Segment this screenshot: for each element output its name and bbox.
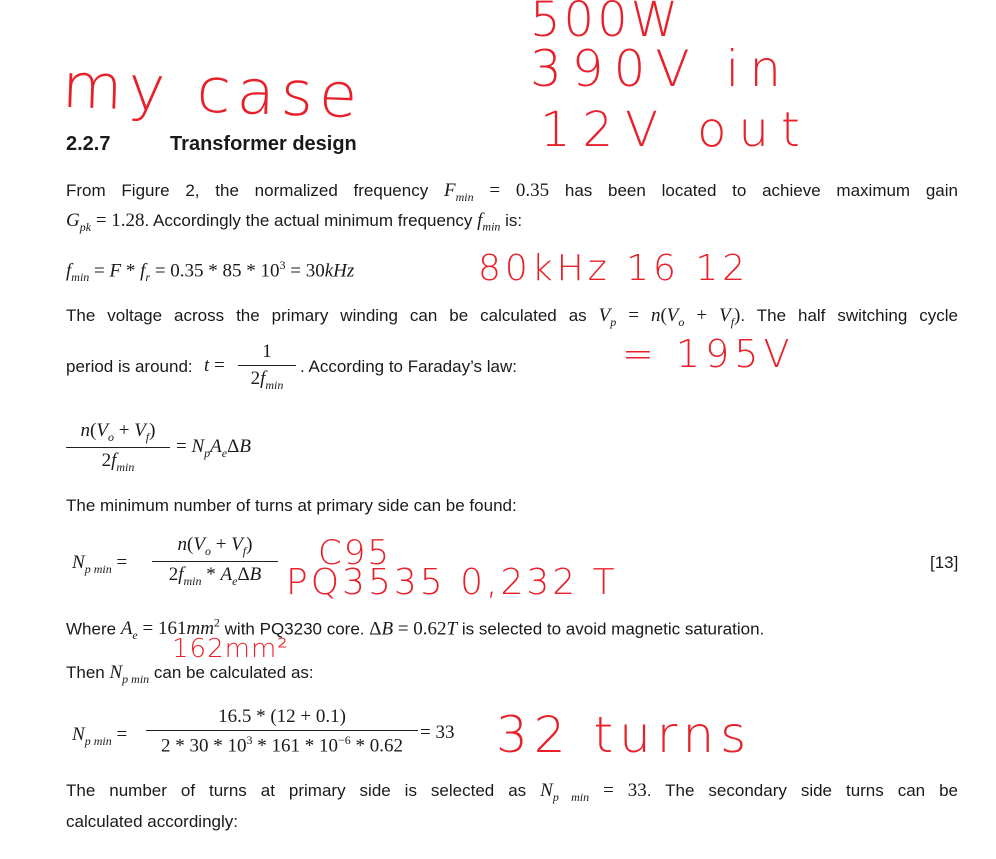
handwritten-vout: 12V out [540,102,812,158]
handwritten-freq: 80kHz 16 12 [478,248,750,289]
fmin-inline: $F_{min} = 0.35$ [443,180,550,204]
para6-line1: The number of turns at primary side is selected as $N_{p min} = 33$. The secondary side turns can be [66,780,959,804]
handwritten-power: 500W [530,0,682,48]
vp-inline: $V_p = n(V_o + V_f)$ [598,305,741,329]
handwritten-my-case: my case [60,48,365,133]
handwritten-core1: C95 [318,533,392,573]
eq-fmin: $f_{min} = F * f_r = 0.35 * 85 * 10^3 = 30kHz$ [66,258,355,285]
para5: Then $N_{p min}$ can be calculated as: [66,662,314,686]
para2-line1: The voltage across the primary winding can be calculated as $V_p = n(V_o + V_f)$. The half switching cycle [66,305,958,329]
gpk-inline: $G_{pk} = 1.28$ [66,210,145,234]
para2-line2-b: . According to Faraday’s law: [300,357,518,376]
handwritten-voltage: = 195V [622,332,795,376]
para1-line2: $G_{pk} = 1.28$. Accordingly the actual minimum frequency $f_{min}$ is: [66,210,523,234]
eq-npmin-frac: $n(V_o + V_f)$ $2f_{min} * A_e\Delta B$ [152,534,278,589]
para1-line1: From Figure 2, the normalized frequency $F_{min} = 0.35$ has been located to achieve maximum gain [66,180,958,204]
eq-npmin-lhs: $N_{p min}$ = [72,552,128,576]
eq-calc-result: = 33 [420,722,455,743]
para2-line2-a: period is around: [66,357,193,376]
handwritten-core2: PQ3535 0,232 T [286,562,618,603]
eq-faraday-rhs: = $N_pA_e\Delta B$ [176,436,251,460]
eq-calc-lhs: $N_{p min}$ = [72,724,128,748]
eq-calc-frac: 16.5 * (12 + 0.1) $2 * 30 * 10^3 * 161 * 10^{-6} * 0.62$ [146,706,418,757]
section-number: 2.2.7 [66,133,111,155]
equation-number: [13] [930,553,959,572]
eq-faraday-frac: $n(V_o + V_f)$ $2f_{min}$ [66,420,170,475]
section-heading [66,133,357,156]
handwritten-area: 162mm² [172,634,289,664]
handwritten-vin: 390V in [530,40,792,98]
para4: Where $A_e = 161mm^2$ with PQ3230 core. ΔB = 0.62T is selected to avoid magnetic saturation. [66,616,765,643]
para6-line2: calculated accordingly: [66,812,238,831]
para3: The minimum number of turns at primary side can be found: [66,496,517,515]
frac-half-period: 1 $2f_{min}$ [238,341,296,393]
section-title: Transformer design [170,133,357,155]
handwritten-turns: 32 turns [496,706,753,764]
